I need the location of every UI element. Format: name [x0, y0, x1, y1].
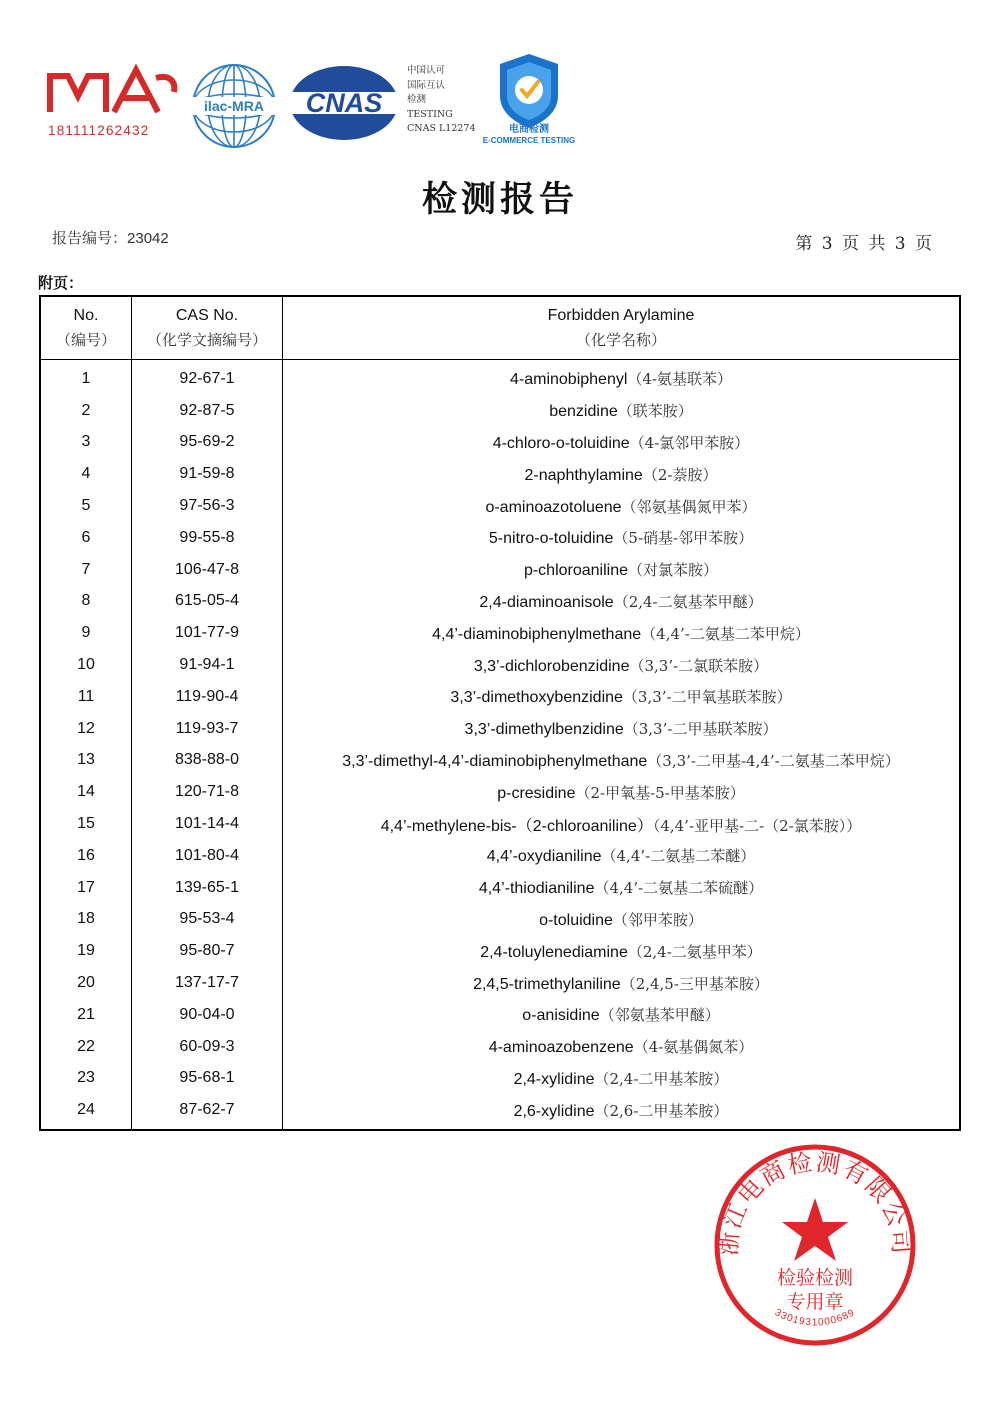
cell-cas: 119-90-4	[132, 681, 283, 713]
ecommerce-en: E-COMMERCE TESTING	[482, 136, 576, 145]
cell-cas: 120-71-8	[132, 776, 283, 808]
ilac-label: ilac-MRA	[204, 98, 264, 114]
cell-name-en: 3,3’-dimethoxybenzidine	[450, 689, 623, 707]
cell-name-en: 2,4-toluylenediamine	[480, 943, 628, 961]
cell-cas: 91-94-1	[132, 649, 283, 681]
table-row	[40, 458, 960, 490]
cell-cas: 90-04-0	[132, 999, 283, 1031]
arylamine-table	[39, 295, 961, 1131]
cell-name-cn: （4-氨基偶氮苯）	[633, 1038, 754, 1057]
cell-no: 20	[40, 967, 132, 999]
cell-cas: 838-88-0	[132, 745, 283, 777]
cell-name	[283, 360, 961, 395]
cell-cas: 106-47-8	[132, 554, 283, 586]
cell-name-en: 2,6-xylidine	[513, 1102, 595, 1120]
cell-cas: 139-65-1	[132, 872, 283, 904]
cell-name	[283, 808, 961, 840]
table-row	[40, 904, 960, 936]
appendix-label: 附页：	[38, 274, 84, 292]
cell-cas: 87-62-7	[132, 1094, 283, 1130]
header-cas: CAS No. （化学文摘编号）	[132, 296, 283, 360]
cell-name-cn: （4,4’-二氨基二苯甲烷）	[641, 624, 810, 643]
table-row	[40, 872, 960, 904]
cell-name-en: 4,4’-thiodianiline	[478, 880, 595, 898]
table-row	[40, 554, 960, 586]
table-header-row	[40, 296, 960, 360]
cell-no: 23	[40, 1063, 132, 1095]
cell-name-cn: （对氯苯胺）	[628, 561, 719, 580]
page-info: 第 3 页 共 3 页	[795, 234, 934, 254]
table-row	[40, 1094, 960, 1130]
cell-name-en: 2-naphthylamine	[524, 466, 643, 484]
cell-name	[283, 999, 961, 1031]
cell-no: 8	[40, 586, 132, 618]
cell-name	[283, 1094, 961, 1130]
cell-name	[283, 395, 961, 427]
cell-name-cn: （3,3’-二甲基联苯胺）	[623, 720, 778, 739]
table-row	[40, 935, 960, 967]
cell-cas: 97-56-3	[132, 490, 283, 522]
cell-name	[283, 1063, 961, 1095]
cell-no: 3	[40, 427, 132, 459]
cell-name-en: 3,3’-dichlorobenzidine	[473, 657, 630, 675]
cell-name-cn: （3,3’-二氯联苯胺）	[629, 656, 769, 675]
table-row	[40, 360, 960, 395]
cell-no: 22	[40, 1031, 132, 1063]
cell-name-cn: （3,3’-二甲氧基联苯胺）	[622, 688, 792, 707]
cell-no: 9	[40, 617, 132, 649]
cnas-logo	[288, 64, 400, 142]
ecommerce-testing-logo	[478, 48, 580, 146]
cell-no: 5	[40, 490, 132, 522]
cell-name-cn: （4,4’-二氨基二苯硫醚）	[594, 879, 764, 898]
cma-logo	[44, 62, 179, 140]
cell-name-cn: （2,4-二氨基苯甲醚）	[613, 592, 763, 611]
cell-name	[283, 617, 961, 649]
cell-no: 16	[40, 840, 132, 872]
cell-name-en: 5-nitro-o-toluidine	[488, 530, 614, 548]
cell-name-cn: （联苯胺）	[617, 402, 693, 421]
cell-name-en: 3,3’-dimethyl-4,4’-diaminobiphenylmethane	[342, 752, 648, 770]
table-row	[40, 776, 960, 808]
cell-name	[283, 586, 961, 618]
cnas-accreditation-text: 中国认可 国际互认 检测 TESTING CNAS L12274	[407, 65, 476, 135]
official-seal	[712, 1142, 918, 1348]
seal-company: 浙江电商检测有限公司	[714, 1147, 916, 1257]
table-row	[40, 1031, 960, 1063]
cell-name-en: o-toluidine	[539, 911, 613, 929]
cell-name-cn: （邻氨基偶氮甲苯）	[621, 497, 757, 516]
cell-name	[283, 649, 961, 681]
cell-no: 14	[40, 776, 132, 808]
cell-name-cn: （2,6-二甲基苯胺）	[594, 1101, 729, 1120]
seal-number: 3301931000689	[772, 1307, 858, 1329]
cell-name	[283, 713, 961, 745]
cell-name-en: o-aminoazotoluene	[485, 498, 622, 516]
cell-no: 6	[40, 522, 132, 554]
cell-no: 18	[40, 904, 132, 936]
cell-no: 15	[40, 808, 132, 840]
cell-name-en: benzidine	[549, 403, 618, 421]
cell-name-cn: （邻甲苯胺）	[612, 910, 703, 929]
cell-cas: 95-68-1	[132, 1063, 283, 1095]
cell-no: 4	[40, 458, 132, 490]
seal-line1: 检验检测	[776, 1267, 854, 1289]
cell-cas: 92-67-1	[132, 360, 283, 395]
cell-name-en: 4,4’-oxydianiline	[486, 848, 602, 866]
cell-cas: 60-09-3	[132, 1031, 283, 1063]
cell-name	[283, 840, 961, 872]
cma-number: 181111262432	[48, 123, 150, 138]
cell-name-en: p-chloroaniline	[523, 562, 629, 580]
cell-name-cn: （5-硝基-邻甲苯胺）	[613, 529, 754, 548]
cell-name-en: 2,4-diaminoanisole	[479, 593, 614, 611]
cell-name	[283, 681, 961, 713]
cell-name-cn: （2-萘胺）	[642, 465, 718, 484]
report-number-label: 报告编号：	[52, 229, 128, 247]
cell-name-cn: （2,4-二甲基苯胺）	[594, 1069, 729, 1088]
cell-no: 12	[40, 713, 132, 745]
cell-name-en: 2,4-xylidine	[513, 1070, 595, 1088]
cell-name	[283, 872, 961, 904]
cell-name-en: 3,3’-dimethylbenzidine	[464, 721, 624, 739]
table-row	[40, 617, 960, 649]
cell-no: 7	[40, 554, 132, 586]
cell-name	[283, 490, 961, 522]
cell-name-cn: （4,4’-二氨基二苯醚）	[601, 847, 756, 866]
cell-no: 13	[40, 745, 132, 777]
cell-cas: 99-55-8	[132, 522, 283, 554]
cell-name-en: 2,4,5-trimethylaniline	[473, 975, 621, 993]
cell-name	[283, 904, 961, 936]
cell-name	[283, 458, 961, 490]
cell-no: 11	[40, 681, 132, 713]
cell-cas: 95-69-2	[132, 427, 283, 459]
cell-name	[283, 554, 961, 586]
table-row	[40, 713, 960, 745]
cell-no: 17	[40, 872, 132, 904]
table-row	[40, 490, 960, 522]
cell-name	[283, 745, 961, 777]
table-row	[40, 586, 960, 618]
table-row	[40, 649, 960, 681]
seal-star-icon	[782, 1198, 848, 1261]
cell-name-cn: （3,3’-二甲基-4,4’-二氨基二苯甲烷）	[647, 751, 900, 770]
cell-name-cn: （2,4-二氨基甲苯）	[627, 942, 762, 961]
cell-no: 21	[40, 999, 132, 1031]
header-no: No. （编号）	[40, 296, 132, 360]
cell-name	[283, 522, 961, 554]
table-row	[40, 745, 960, 777]
cell-no: 19	[40, 935, 132, 967]
cell-cas: 91-59-8	[132, 458, 283, 490]
cell-name-cn: （邻氨基苯甲醚）	[599, 1006, 720, 1025]
table-row	[40, 395, 960, 427]
cell-cas: 95-80-7	[132, 935, 283, 967]
cell-name-en: 4,4’-diaminobiphenylmethane	[432, 625, 642, 643]
cell-cas: 137-17-7	[132, 967, 283, 999]
seal-line2: 专用章	[786, 1291, 844, 1313]
page-title: 检测报告	[421, 179, 578, 220]
cell-name-en: 4-chloro-o-toluidine	[492, 434, 630, 452]
cell-name-cn: （4-氨基联苯）	[627, 370, 733, 389]
table-row	[40, 427, 960, 459]
report-number-value: 23042	[127, 230, 169, 247]
cell-name	[283, 967, 961, 999]
cell-name-cn: （2-甲氧基-5-甲基苯胺）	[575, 783, 745, 802]
header-name: Forbidden Arylamine （化学名称）	[283, 296, 961, 360]
cell-cas: 101-80-4	[132, 840, 283, 872]
ecommerce-cn: 电商检测	[509, 124, 549, 135]
cell-name-en: 4-aminobiphenyl	[509, 371, 628, 389]
cell-cas: 101-14-4	[132, 808, 283, 840]
report-number	[52, 227, 169, 248]
cell-cas: 101-77-9	[132, 617, 283, 649]
cell-name-cn: （4-氯邻甲苯胺）	[629, 433, 750, 452]
cell-cas: 92-87-5	[132, 395, 283, 427]
cell-no: 24	[40, 1094, 132, 1130]
table-row	[40, 808, 960, 840]
cnas-label: CNAS	[305, 88, 383, 118]
table-row	[40, 522, 960, 554]
ilac-mra-logo	[188, 62, 280, 150]
cell-name	[283, 935, 961, 967]
cell-no: 10	[40, 649, 132, 681]
cell-name-en: 4-aminoazobenzene	[488, 1039, 634, 1057]
cell-name	[283, 1031, 961, 1063]
cell-cas: 615-05-4	[132, 586, 283, 618]
table-row	[40, 967, 960, 999]
cell-name	[283, 427, 961, 459]
table-row	[40, 999, 960, 1031]
cell-name-cn: （4,4’-亚甲基-二-（2-氯苯胺））	[652, 816, 862, 835]
cell-cas: 95-53-4	[132, 904, 283, 936]
table-row	[40, 681, 960, 713]
cell-name	[283, 776, 961, 808]
table-row	[40, 1063, 960, 1095]
cell-name-en: p-cresidine	[497, 784, 576, 802]
cell-cas: 119-93-7	[132, 713, 283, 745]
table-row	[40, 840, 960, 872]
cell-no: 2	[40, 395, 132, 427]
cell-name-en: o-anisidine	[522, 1007, 600, 1025]
cell-name-cn: （2,4,5-三甲基苯胺）	[620, 974, 769, 993]
cell-no: 1	[40, 360, 132, 395]
cell-name-en: 4,4’-methylene-bis-（2-chloroaniline）	[380, 817, 653, 835]
